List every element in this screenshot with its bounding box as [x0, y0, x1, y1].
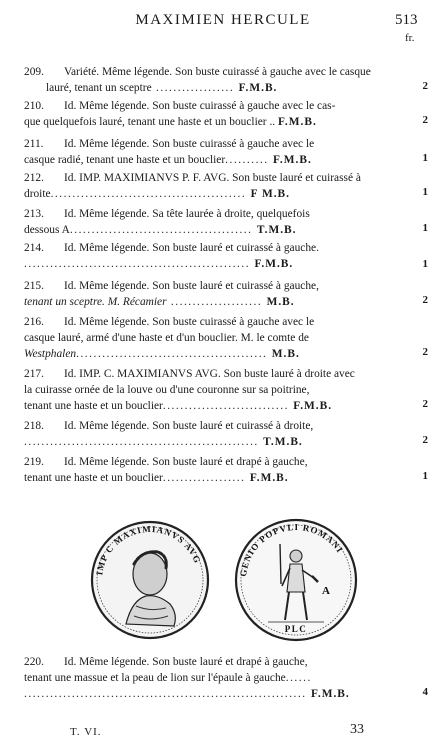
entry-price: 1	[422, 152, 428, 164]
entry-number: 219.	[24, 456, 44, 468]
coin-illustration	[86, 516, 362, 642]
entry-provenance: F.M.B.	[310, 688, 350, 700]
entry-text-line: tenant une haste et un bouclier	[24, 472, 163, 484]
catalog-entry: 212. Id. IMP. MAXIMIANVS P. F. AVG. Son buste lauré et cuirassé à droite............................................. F M.B.	[24, 172, 361, 200]
catalog-entry: 211. Id. Même légende. Son buste cuirassé à gauche avec le casque radié, tenant une haste et un bouclier.......... F.M.B.	[24, 138, 315, 166]
entry-number: 209.	[24, 66, 44, 78]
entry-text-line: tenant une haste et un bouclier	[24, 400, 163, 412]
reverse-exergue: PLC	[284, 624, 308, 634]
entry-text-line: Id. Même légende. Son buste lauré et cuirassé à gauche.	[64, 242, 319, 254]
catalog-entry: 215. Id. Même légende. Son buste lauré et cuirassé à gauche, tenant un sceptre. M. Récamier ..................... M.B.	[24, 280, 319, 308]
entry-number: 214.	[24, 242, 44, 254]
coin-obverse	[92, 522, 208, 638]
entry-price: 2	[422, 294, 428, 306]
entry-number: 216.	[24, 316, 44, 328]
coin-reverse	[236, 520, 356, 640]
entry-provenance: F.M.B.	[272, 154, 312, 166]
page-title: MAXIMIEN HERCULE	[135, 12, 311, 28]
currency-unit: fr.	[405, 32, 415, 44]
catalog-entry: 214. Id. Même légende. Son buste lauré et cuirassé à gauche. .................................................... F.M.B.	[24, 242, 319, 270]
entry-text-line: lauré, tenant un sceptre	[46, 82, 152, 94]
entry-price: 2	[422, 80, 428, 92]
entry-text-line: Id. IMP. C. MAXIMIANVS AVG. Son buste lauré à droite avec	[64, 368, 355, 380]
entry-price: 1	[422, 186, 428, 198]
entry-price: 2	[422, 398, 428, 410]
entry-text-line: la cuirasse ornée de la louve ou d'une couronne sur sa poitrine,	[24, 384, 310, 396]
entry-number: 212.	[24, 172, 44, 184]
entry-number: 220.	[24, 656, 44, 668]
entry-provenance: F.M.B.	[254, 258, 294, 270]
entry-text-line: Id. Même légende. Son buste lauré et drapé à gauche,	[64, 656, 308, 668]
obverse-legend: IMP C MAXIMIANVS AVG	[94, 523, 203, 576]
entry-text-line: Variété. Même légende. Son buste cuirassé à gauche avec le casque	[64, 66, 371, 78]
entry-provenance: F.M.B.	[293, 400, 333, 412]
entry-text-line: Id. Même légende. Son buste cuirassé à gauche avec le	[64, 316, 315, 328]
signature-mark: 33	[350, 722, 364, 737]
catalog-entry: 217. Id. IMP. C. MAXIMIANVS AVG. Son buste lauré à droite avec la cuirasse ornée de la louve ou d'une couronne sur sa poitrine, tenant une haste et un bouclier............................. F.M.B.	[24, 368, 355, 412]
entry-number: 218.	[24, 420, 44, 432]
entry-text-line: que quelquefois lauré, tenant une haste et un bouclier ..	[24, 116, 276, 128]
entry-provenance: F.M.B.	[238, 82, 278, 94]
entry-provenance: F M.B.	[250, 188, 291, 200]
catalog-entry: 219. Id. Même légende. Son buste lauré et drapé à gauche, tenant une haste et un bouclier................... F.M.B.	[24, 456, 308, 484]
entry-text-line: Westphalen	[24, 348, 77, 360]
entry-provenance: T.M.B.	[263, 436, 303, 448]
entry-price: 2	[422, 346, 428, 358]
entry-number: 213.	[24, 208, 44, 220]
entry-text-line: casque lauré, armé d'une haste et d'un bouclier. M. le comte de	[24, 332, 309, 344]
catalog-entry	[24, 98, 392, 130]
entry-text-line: Id. Même légende. Son buste cuirassé à gauche avec le cas-	[64, 100, 336, 112]
entry-text-line: Id. Même légende. Son buste lauré et drapé à gauche,	[64, 456, 308, 468]
catalog-entry: 213. Id. Même légende. Sa tête laurée à droite, quelquefois dessous A.......................................... T.M.B.	[24, 208, 310, 236]
entry-text-line: tenant une massue et la peau de lion sur l'épaule à gauche	[24, 672, 286, 684]
entry-provenance: M.B.	[271, 348, 300, 360]
entry-text-line: Id. Même légende. Son buste cuirassé à gauche avec le	[64, 138, 315, 150]
entry-number: 210.	[24, 100, 44, 112]
catalog-entry: 216. Id. Même légende. Son buste cuirassé à gauche avec le casque lauré, armé d'une haste et d'un bouclier. M. le comte de Westphalen............................................ M.B.	[24, 316, 315, 360]
entry-price: 1	[422, 222, 428, 234]
entry-text-line: tenant un sceptre. M. Récamier	[24, 296, 167, 308]
entry-price: 1	[422, 470, 428, 482]
entry-price: 2	[422, 114, 428, 126]
entry-text-line: Id. Même légende. Son buste lauré et cuirassé à gauche,	[64, 280, 319, 292]
entry-number: 217.	[24, 368, 44, 380]
catalog-entry: 220. Id. Même légende. Son buste lauré et drapé à gauche, tenant une massue et la peau de lion sur l'épaule à gauche...... ................................................................. F.M.B.	[24, 656, 350, 700]
entry-price: 1	[422, 258, 428, 270]
entry-text-line: Id. Même légende. Sa tête laurée à droite, quelquefois	[64, 208, 310, 220]
reverse-field-mark: A	[322, 585, 330, 597]
volume-label: T. VI.	[70, 726, 102, 738]
catalog-entry: 209. Variété. Même légende. Son buste cuirassé à gauche avec le casque lauré, tenant un sceptre .................. F.M.B.	[24, 66, 371, 94]
entry-text-line: droite	[24, 188, 51, 200]
entry-text-line: dessous A	[24, 224, 70, 236]
entry-number: 215.	[24, 280, 44, 292]
entry-text-line: Id. IMP. MAXIMIANVS P. F. AVG. Son buste lauré et cuirassé à	[64, 172, 361, 184]
entry-price: 4	[422, 686, 428, 698]
entry-text-line: casque radié, tenant une haste et un bouclier	[24, 154, 226, 166]
entry-provenance: T.M.B.	[256, 224, 297, 236]
entry-text-line: Id. Même légende. Son buste lauré et cuirassé à droite,	[64, 420, 314, 432]
reverse-legend: GENIO POPVLI ROMANI	[238, 521, 346, 578]
entry-provenance: F.M.B.	[278, 116, 317, 128]
catalog-entry: 218. Id. Même légende. Son buste lauré et cuirassé à droite, ...................................................... T.M.B.	[24, 420, 314, 448]
entry-price: 2	[422, 434, 428, 446]
entry-provenance: F.M.B.	[249, 472, 289, 484]
entry-number: 211.	[24, 138, 44, 150]
page-number: 513	[395, 12, 418, 28]
entry-provenance: M.B.	[266, 296, 295, 308]
